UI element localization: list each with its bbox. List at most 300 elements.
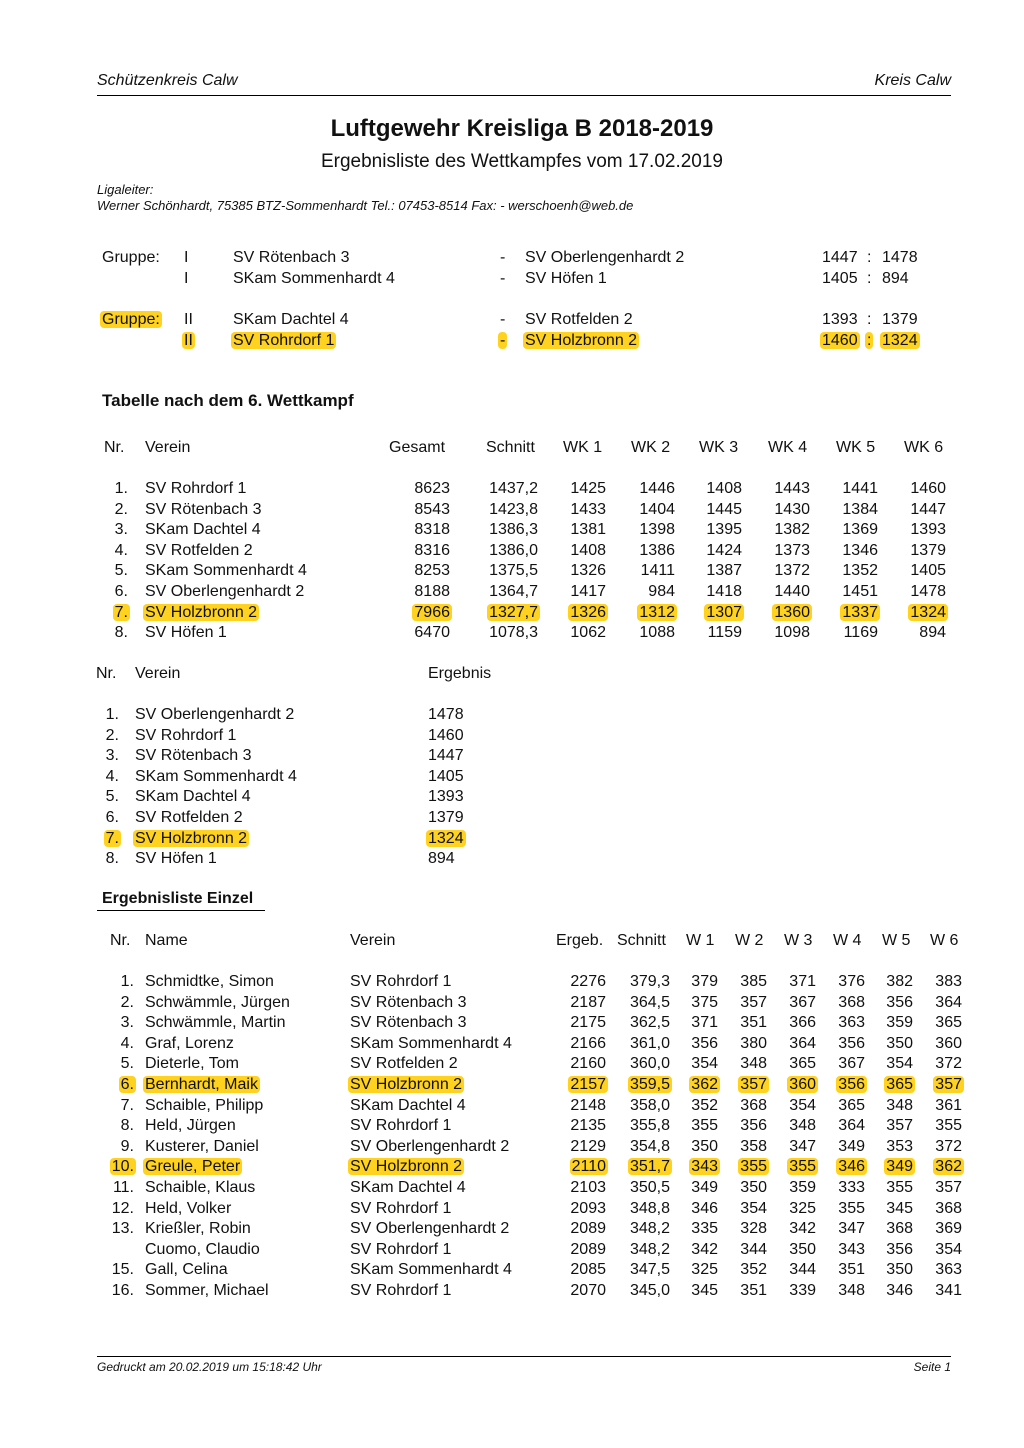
einzel-cell-text: 382 (886, 973, 913, 990)
einzel-cell (842, 1014, 962, 1032)
einzel-header-cell (617, 932, 666, 950)
day-header-cell-text: Verein (135, 665, 181, 682)
einzel-shooter-name-text: Cuomo, Claudio (145, 1240, 260, 1258)
day-rank-text: 8. (105, 850, 119, 868)
einzel-club (350, 973, 451, 991)
einzel-cell-text: 364 (935, 993, 962, 1011)
standings-header-cell (145, 439, 190, 457)
day-team-name (135, 727, 236, 745)
standings-cell-text: 7966 (414, 603, 450, 621)
einzel-title: Ergebnisliste Einzel (102, 890, 254, 907)
pairing-score-home-text: 1405 (822, 270, 858, 287)
standings-cell-text: 1337 (842, 603, 878, 621)
standings-team-name (145, 604, 257, 622)
einzel-title-underline (97, 910, 265, 911)
standings-team-name (145, 562, 307, 580)
pairing-home-team (233, 249, 350, 267)
einzel-club-text: SV Oberlengenhardt 2 (350, 1220, 510, 1238)
einzel-cell-text: 356 (691, 1034, 718, 1052)
standings-cell-text: 1387 (706, 562, 742, 580)
einzel-cell-text: 379 (691, 973, 718, 990)
einzel-shooter-name-text: Held, Jürgen (145, 1117, 236, 1135)
standings-cell-text: 4. (114, 541, 128, 559)
einzel-cell-text: 350,5 (629, 1179, 670, 1196)
day-team-name (135, 747, 252, 765)
einzel-cell-text: 2093 (570, 1199, 606, 1217)
pairing-dash (500, 249, 505, 267)
standings-cell-text: 8188 (414, 583, 450, 600)
einzel-club (350, 1282, 451, 1300)
einzel-cell-text: 355 (789, 1158, 816, 1176)
pairing-score-home (822, 270, 858, 288)
einzel-cell-text: 368 (838, 993, 865, 1011)
standings-cell-text: 1405 (910, 562, 946, 580)
einzel-cell-text: 363 (935, 1261, 962, 1279)
day-team-name-text: SV Rotfelden 2 (135, 809, 243, 826)
standings-cell-text: 1437,2 (489, 480, 538, 497)
einzel-cell-text: 358 (740, 1137, 767, 1155)
day-header-cell (96, 665, 116, 683)
pairing-dash-text: - (500, 332, 506, 349)
standings-cell-text: 1417 (570, 583, 606, 600)
standings-cell-text: 1159 (707, 624, 742, 642)
einzel-header-cell-text: W 6 (930, 932, 959, 949)
standings-cell-text: 1324 (910, 603, 946, 621)
pairing-group (184, 332, 193, 350)
einzel-cell-text: 371 (789, 973, 816, 990)
pairing-home-team-text: SKam Dachtel 4 (233, 311, 349, 328)
day-team-name (135, 830, 247, 848)
einzel-cell (842, 1097, 962, 1115)
einzel-cell-text: 357 (740, 993, 767, 1011)
einzel-cell-text: 359,5 (629, 1076, 670, 1093)
pairing-away-team (525, 311, 633, 329)
einzel-cell-text: 342 (691, 1240, 718, 1258)
einzel-header-cell-text: W 5 (882, 932, 911, 949)
day-team-name-text: SV Rötenbach 3 (135, 747, 252, 765)
einzel-cell-text: 379,3 (629, 973, 670, 990)
pairing-dash (500, 311, 505, 329)
day-team-name-text: SV Oberlengenhardt 2 (135, 706, 295, 723)
einzel-cell-text: 351 (740, 1282, 767, 1299)
day-team-name-text: SV Höfen 1 (135, 850, 217, 868)
einzel-cell-text: 357 (935, 1179, 962, 1196)
day-rank-text: 2. (105, 726, 119, 744)
day-team-name-text: SV Rohrdorf 1 (135, 726, 237, 744)
standings-cell-text: 1425 (570, 480, 606, 497)
einzel-shooter-name-text: Kusterer, Daniel (145, 1137, 259, 1155)
einzel-cell (842, 1035, 962, 1053)
einzel-cell-text: 352 (691, 1096, 718, 1114)
einzel-cell-text: 350 (691, 1137, 718, 1155)
ligaleiter-label: Ligaleiter: (97, 182, 154, 197)
einzel-cell-text: 357 (935, 1076, 962, 1093)
einzel-club (350, 1200, 451, 1218)
einzel-cell-text: 346 (838, 1158, 865, 1176)
standings-header-cell (836, 439, 875, 457)
pairing-score-sep (867, 332, 871, 350)
einzel-cell-text: 361 (935, 1096, 962, 1114)
einzel-cell-text: 365 (838, 1096, 865, 1114)
standings-cell-text: 1404 (639, 500, 675, 518)
day-rank-text: 3. (105, 747, 119, 765)
standings-cell-text: 1372 (774, 562, 810, 580)
standings-cell (8, 521, 128, 539)
pairing-score-sep-text: : (867, 249, 872, 266)
standings-cell-text: 1447 (910, 500, 946, 518)
einzel-cell (842, 1282, 962, 1300)
einzel-shooter-name (145, 1014, 285, 1032)
standings-cell-text: 1423,8 (489, 500, 538, 518)
standings-header-cell-text: WK 5 (836, 439, 876, 456)
page-title: Luftgewehr Kreisliga B 2018-2019 (330, 115, 714, 142)
pairing-score-sep-text: : (867, 270, 872, 287)
standings-header-cell (631, 439, 670, 457)
einzel-shooter-name-text: Schwämmle, Martin (145, 1014, 286, 1032)
einzel-header-cell-text: Schnitt (617, 932, 666, 949)
einzel-cell-text: 11. (112, 1179, 134, 1196)
einzel-cell-text: 335 (691, 1220, 718, 1238)
einzel-shooter-name (145, 1117, 236, 1135)
standings-cell (8, 501, 128, 519)
standings-cell-text: 1408 (706, 480, 742, 497)
standings-header-cell-text: WK 2 (631, 439, 671, 456)
einzel-header-cell (556, 932, 603, 950)
standings-cell (826, 604, 946, 622)
einzel-shooter-name-text: Graf, Lorenz (145, 1034, 234, 1052)
einzel-cell-text: 355 (838, 1199, 865, 1217)
standings-cell-text: 984 (648, 583, 675, 600)
standings-header-cell (768, 439, 807, 457)
einzel-club (350, 1055, 458, 1073)
einzel-cell-text: 364,5 (629, 993, 670, 1011)
standings-cell-text: 1312 (639, 603, 675, 621)
day-result-text: 1478 (428, 706, 464, 723)
standings-cell-text: 1418 (706, 583, 742, 600)
einzel-cell-text: 364 (789, 1034, 816, 1052)
standings-team-name-text: SV Höfen 1 (145, 624, 227, 642)
footer-right: Seite 1 (913, 1360, 951, 1374)
einzel-shooter-name (145, 1179, 255, 1197)
day-header-cell-text: Ergebnis (428, 665, 492, 682)
einzel-cell-text: 364 (838, 1117, 865, 1135)
standings-cell-text: 1445 (706, 500, 742, 518)
einzel-cell-text: 365 (789, 1055, 816, 1073)
einzel-club (350, 994, 467, 1012)
standings-cell-text: 1384 (842, 500, 878, 518)
einzel-cell-text: 356 (886, 993, 913, 1011)
einzel-cell-text: 365 (935, 1014, 962, 1032)
einzel-cell-text: 355 (740, 1158, 767, 1176)
standings-cell (8, 604, 128, 622)
pairing-score-away (882, 332, 918, 350)
einzel-cell-text: 347 (838, 1220, 865, 1238)
einzel-club-text: SKam Dachtel 4 (350, 1179, 466, 1196)
standings-cell-text: 1098 (774, 624, 810, 642)
einzel-cell-text: 348 (838, 1282, 865, 1299)
einzel-header-cell-text: Name (145, 932, 188, 949)
standings-cell-text: 1307 (706, 603, 742, 621)
day-rank-text: 5. (105, 788, 119, 806)
standings-team-name-text: SV Rötenbach 3 (145, 500, 262, 518)
einzel-header-cell (350, 932, 395, 950)
standings-cell-text: 1. (114, 480, 128, 497)
day-rank (0, 768, 119, 786)
einzel-club-text: SV Rötenbach 3 (350, 1014, 467, 1032)
standings-cell-text: 1386,0 (489, 541, 538, 559)
day-team-name (135, 706, 294, 724)
einzel-cell-text: 333 (838, 1179, 865, 1196)
standings-header-cell-text: Schnitt (486, 439, 535, 456)
einzel-cell-text: 362 (691, 1076, 718, 1093)
einzel-cell (14, 1014, 134, 1032)
einzel-cell-text: 350 (886, 1034, 913, 1052)
einzel-header-cell-text: Verein (350, 932, 396, 949)
standings-header-cell-text: Gesamt (389, 439, 446, 456)
standings-cell-text: 1386 (639, 541, 675, 559)
einzel-cell-text: 347,5 (629, 1261, 670, 1279)
page-subtitle: Ergebnisliste des Wettkampfes vom 17.02.2019 (320, 151, 724, 172)
standings-team-name (145, 480, 246, 498)
einzel-cell (842, 1241, 962, 1259)
day-result-text: 894 (428, 850, 455, 868)
standings-cell-text: 1327,7 (489, 603, 538, 621)
standings-cell (8, 480, 128, 498)
einzel-shooter-name (145, 1220, 251, 1238)
standings-cell (8, 542, 128, 560)
einzel-header-cell-text: W 2 (735, 932, 764, 949)
einzel-cell (14, 1220, 134, 1238)
standings-team-name (145, 521, 261, 539)
einzel-club (350, 1158, 462, 1176)
pairing-score-away (882, 270, 909, 288)
standings-team-name (145, 624, 227, 642)
pairing-dash-text: - (500, 270, 506, 287)
standings-cell-text: 1424 (706, 541, 742, 559)
pairing-dash-text: - (500, 249, 506, 266)
day-rank (0, 706, 119, 724)
einzel-cell (14, 1200, 134, 1218)
einzel-cell-text: 366 (789, 1014, 816, 1032)
einzel-cell (14, 1035, 134, 1053)
standings-team-name-text: SKam Sommenhardt 4 (145, 562, 307, 580)
einzel-cell (14, 1055, 134, 1073)
einzel-cell-text: 10. (111, 1158, 134, 1176)
standings-cell (826, 480, 946, 498)
day-rank-text: 4. (105, 767, 119, 785)
einzel-cell-text: 351 (740, 1014, 767, 1032)
einzel-cell-text: 355 (935, 1117, 962, 1135)
pairing-score-home-text: 1460 (822, 332, 858, 349)
einzel-cell-text: 350 (886, 1261, 913, 1279)
einzel-cell-text: 357 (740, 1076, 767, 1093)
einzel-cell (14, 1138, 134, 1156)
einzel-cell-text: 1. (120, 973, 134, 990)
pairing-group-label (102, 249, 160, 267)
standings-header-cell-text: Verein (145, 439, 191, 456)
einzel-cell (14, 1097, 134, 1115)
standings-cell-text: 8316 (414, 541, 450, 559)
standings-cell (826, 542, 946, 560)
standings-header-cell (904, 439, 943, 457)
pairing-score-sep-text: : (867, 332, 872, 349)
einzel-cell (842, 1117, 962, 1135)
day-rank (0, 809, 119, 827)
pairing-score-home (822, 311, 858, 329)
einzel-cell-text: 347 (789, 1137, 816, 1155)
einzel-cell-text: 356 (740, 1117, 767, 1135)
pairing-score-sep (867, 270, 871, 288)
pairing-dash (500, 332, 505, 350)
standings-cell-text: 8318 (414, 521, 450, 539)
standings-cell-text: 1326 (570, 603, 606, 621)
einzel-cell-text: 2070 (570, 1282, 606, 1299)
day-rank-text: 1. (105, 706, 119, 723)
standings-team-name (145, 501, 262, 519)
pairing-score-sep (867, 249, 871, 267)
einzel-club-text: SV Holzbronn 2 (350, 1158, 463, 1176)
standings-cell (8, 562, 128, 580)
einzel-cell-text: 355,8 (629, 1117, 670, 1135)
einzel-shooter-name-text: Bernhardt, Maik (145, 1076, 258, 1093)
standings-title: Tabelle nach dem 6. Wettkampf (102, 391, 354, 410)
einzel-cell-text: 348 (789, 1117, 816, 1135)
day-rank-text: 7. (105, 829, 119, 847)
einzel-cell-text: 345,0 (629, 1282, 670, 1299)
pairing-score-away-text: 1324 (882, 332, 918, 349)
einzel-cell-text: 348 (886, 1096, 913, 1114)
einzel-cell-text: 2135 (570, 1117, 606, 1135)
einzel-cell-text: 348,2 (629, 1220, 670, 1238)
einzel-cell-text: 371 (691, 1014, 718, 1032)
pairing-group-label-text: Gruppe: (102, 249, 160, 266)
pairing-group (184, 311, 193, 329)
einzel-cell-text: 339 (789, 1282, 816, 1299)
einzel-shooter-name (145, 1282, 269, 1300)
pairing-home-team-text: SV Rohrdorf 1 (233, 332, 335, 349)
einzel-cell-text: 328 (740, 1220, 767, 1238)
einzel-cell-text: 346 (886, 1282, 913, 1299)
standings-cell-text: 1379 (910, 541, 946, 559)
day-result-text: 1379 (428, 809, 464, 826)
standings-cell (826, 624, 946, 642)
einzel-cell (14, 1261, 134, 1279)
pairing-dash (500, 270, 505, 288)
einzel-cell-text: 385 (740, 973, 767, 990)
einzel-cell-text: 348,8 (629, 1199, 670, 1217)
pairing-away-team-text: SV Rotfelden 2 (525, 311, 633, 328)
standings-cell-text: 1478 (910, 583, 946, 600)
einzel-cell-text: 356 (838, 1076, 865, 1093)
day-result-text: 1447 (428, 747, 464, 765)
einzel-cell-text: 2148 (570, 1096, 606, 1114)
einzel-shooter-name (145, 1138, 259, 1156)
einzel-cell-text: 2085 (570, 1261, 606, 1279)
pairing-group-text: II (184, 332, 193, 349)
einzel-cell-text: 6. (120, 1076, 134, 1093)
standings-team-name (145, 542, 253, 560)
day-result-text: 1405 (428, 767, 464, 785)
pairing-score-home-text: 1393 (822, 311, 858, 328)
day-result (428, 706, 464, 724)
einzel-club-text: SV Rötenbach 3 (350, 993, 467, 1011)
einzel-cell-text: 355 (886, 1179, 913, 1196)
standings-cell-text: 1393 (910, 521, 946, 539)
einzel-cell-text: 2187 (570, 993, 606, 1011)
einzel-cell-text: 354 (740, 1199, 767, 1217)
einzel-cell (14, 973, 134, 991)
einzel-club-text: SV Holzbronn 2 (350, 1076, 463, 1093)
day-team-name (135, 788, 251, 806)
standings-cell (826, 562, 946, 580)
standings-cell-text: 2. (114, 500, 128, 518)
pairing-score-away-text: 894 (882, 270, 909, 287)
einzel-cell-text: 351 (838, 1261, 865, 1279)
standings-cell-text: 1398 (639, 521, 675, 539)
einzel-shooter-name-text: Held, Volker (145, 1199, 232, 1217)
einzel-cell (842, 973, 962, 991)
pairing-home-team-text: SKam Sommenhardt 4 (233, 270, 395, 287)
einzel-cell (14, 1117, 134, 1135)
header-rule (97, 95, 951, 96)
einzel-cell-text: 349 (838, 1137, 865, 1155)
standings-cell-text: 1386,3 (489, 521, 538, 539)
einzel-cell-text: 367 (838, 1055, 865, 1073)
standings-cell-text: 1088 (639, 624, 675, 642)
standings-cell-text: 1433 (570, 500, 606, 518)
einzel-shooter-name-text: Schmidtke, Simon (145, 973, 274, 990)
einzel-header-cell (882, 932, 910, 950)
einzel-cell-text: 360,0 (629, 1055, 670, 1073)
standings-header-cell-text: Nr. (104, 439, 125, 456)
standings-team-name-text: SV Oberlengenhardt 2 (145, 583, 305, 600)
pairing-home-team-text: SV Rötenbach 3 (233, 249, 350, 266)
standings-cell-text: 1373 (774, 541, 810, 559)
standings-header-cell-text: WK 6 (904, 439, 944, 456)
einzel-cell-text: 9. (120, 1137, 134, 1155)
einzel-cell (842, 1076, 962, 1094)
einzel-cell-text: 2110 (571, 1158, 606, 1176)
einzel-cell-text: 367 (789, 993, 816, 1011)
einzel-club (350, 1241, 451, 1259)
einzel-cell (14, 1282, 134, 1300)
standings-header-cell (486, 439, 535, 457)
header-left: Schützenkreis Calw (97, 72, 238, 89)
einzel-cell-text: 345 (886, 1199, 913, 1217)
standings-cell-text: 1169 (843, 624, 878, 642)
standings-cell-text: 1375,5 (489, 562, 538, 580)
standings-cell-text: 1382 (774, 521, 810, 539)
einzel-cell-text: 355 (691, 1117, 718, 1135)
einzel-shooter-name-text: Gall, Celina (145, 1261, 228, 1279)
day-result (428, 727, 464, 745)
einzel-cell-text: 5. (120, 1055, 134, 1073)
einzel-cell-text: 351,7 (629, 1158, 670, 1176)
standings-cell-text: 1062 (570, 624, 606, 642)
standings-header-cell (104, 439, 124, 457)
einzel-cell-text: 354 (789, 1096, 816, 1114)
einzel-cell-text: 7. (120, 1096, 134, 1114)
standings-cell (8, 624, 128, 642)
standings-team-name-text: SV Rohrdorf 1 (145, 480, 247, 497)
einzel-cell-text: 346 (691, 1199, 718, 1217)
einzel-cell-text: 341 (935, 1282, 962, 1299)
standings-team-name (145, 583, 304, 601)
einzel-shooter-name (145, 1158, 240, 1176)
einzel-cell-text: 368 (740, 1096, 767, 1114)
einzel-cell (842, 1261, 962, 1279)
footer-rule (97, 1356, 951, 1357)
